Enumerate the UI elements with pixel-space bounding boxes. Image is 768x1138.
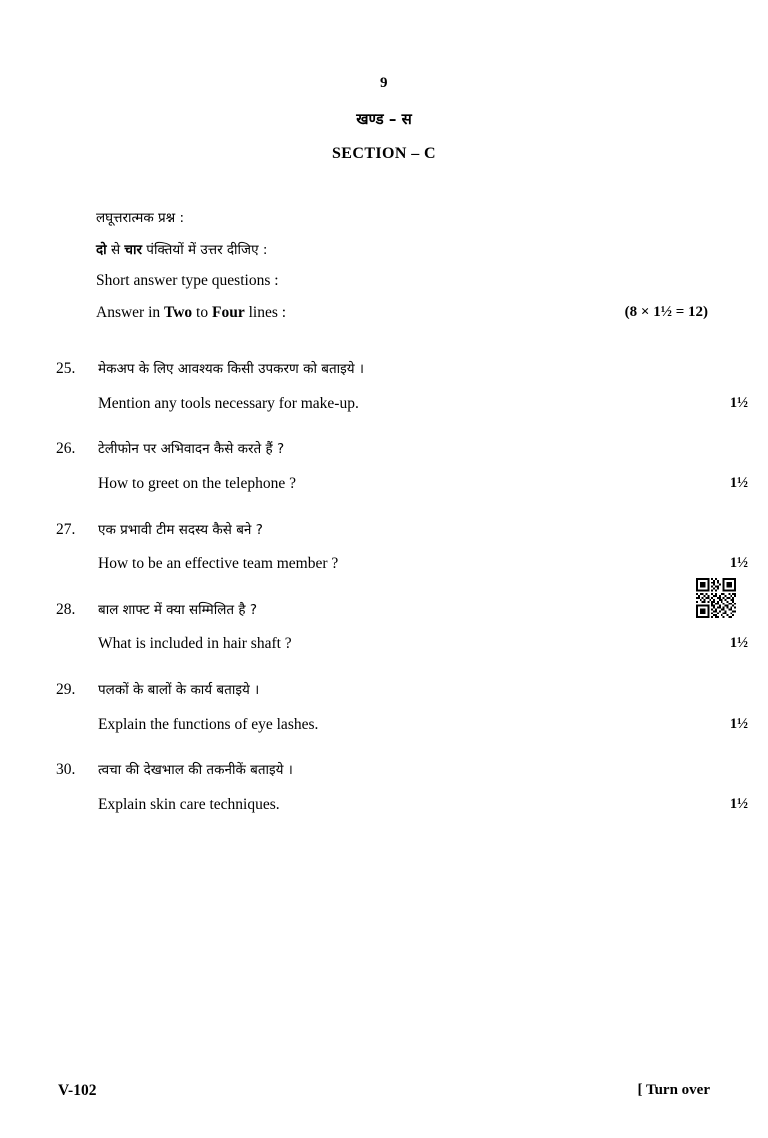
section-heading-english: SECTION – C xyxy=(332,145,436,162)
exam-page xyxy=(0,75,768,1138)
question-number: 30. xyxy=(56,761,76,779)
paper-code: V-102 xyxy=(58,1082,97,1099)
question-text-hindi: एक प्रभावी टीम सदस्य कैसे बने ? xyxy=(98,521,263,538)
question-marks: 1½ xyxy=(729,795,748,812)
page-number: 9 xyxy=(380,75,388,91)
instruction-hindi-end: पंक्तियों में उत्तर दीजिए : xyxy=(141,242,268,258)
instruction-english-mid: to xyxy=(192,304,212,321)
instruction-english-bold-four: Four xyxy=(211,304,245,321)
question-english-label: What is included in hair shaft ? xyxy=(98,635,292,653)
instruction-hindi-bold-two: दो xyxy=(96,242,107,258)
section-marks: (8 × 1½ = 12) xyxy=(624,304,708,320)
instruction-hindi-mid: से xyxy=(106,242,125,258)
question-item xyxy=(0,360,768,414)
question-english-label: How to be an effective team member ? xyxy=(98,555,339,573)
question-number: 29. xyxy=(56,681,76,698)
instruction-hindi-bold-four: चार xyxy=(124,242,142,258)
question-number: 25. xyxy=(56,360,76,377)
question-text-english xyxy=(98,553,748,575)
section-heading-hindi: खण्ड – स xyxy=(356,110,412,128)
question-item xyxy=(0,601,768,655)
question-english-label: How to greet on the telephone ? xyxy=(98,474,296,492)
question-text-english xyxy=(98,473,748,495)
question-text-english xyxy=(98,633,748,655)
instruction-english-bold-two: Two xyxy=(164,304,193,321)
question-marks: 1½ xyxy=(729,394,748,411)
question-english-label: Explain the functions of eye lashes. xyxy=(98,715,319,733)
question-item xyxy=(0,440,768,494)
question-list xyxy=(0,360,768,816)
question-text-hindi: मेकअप के लिए आवश्यक किसी उपकरण को बताइये । xyxy=(98,361,365,377)
instruction-hindi-line-1: लघूत्तरात्मक प्रश्न : xyxy=(96,210,185,226)
question-item xyxy=(0,521,768,575)
turn-over-label: [ Turn over xyxy=(637,1082,710,1098)
page-footer xyxy=(0,1082,768,1100)
question-text-hindi: बाल शाफ्ट में क्या सम्मिलित है ? xyxy=(98,601,258,618)
question-text-hindi: त्वचा की देखभाल की तकनीकें बताइये । xyxy=(98,762,293,779)
question-number: 26. xyxy=(56,440,76,458)
instruction-english-pre: Answer in xyxy=(96,304,165,321)
instructions-block xyxy=(0,208,768,322)
question-text-hindi: पलकों के बालों के कार्य बताइये । xyxy=(98,682,260,698)
question-item xyxy=(0,761,768,815)
question-marks: 1½ xyxy=(729,474,748,491)
instruction-english-line-1: Short answer type questions : xyxy=(96,272,279,289)
qr-code-icon xyxy=(696,578,736,618)
instruction-hindi-line-2 xyxy=(96,240,708,258)
question-text-hindi: टेलीफोन पर अभिवादन कैसे करते हैं ? xyxy=(98,441,285,458)
question-english-label: Mention any tools necessary for make-up. xyxy=(98,394,359,412)
question-text-english xyxy=(98,393,748,415)
question-text-english xyxy=(98,714,748,736)
instruction-english-line-2 xyxy=(96,304,708,322)
question-marks: 1½ xyxy=(729,555,748,572)
question-marks: 1½ xyxy=(729,715,748,732)
question-marks: 1½ xyxy=(729,635,748,652)
question-item xyxy=(0,681,768,735)
instruction-english-post: lines : xyxy=(244,304,287,321)
question-number: 28. xyxy=(56,600,76,618)
question-english-label: Explain skin care techniques. xyxy=(98,795,280,813)
question-text-english xyxy=(98,794,748,816)
question-number: 27. xyxy=(56,520,76,538)
